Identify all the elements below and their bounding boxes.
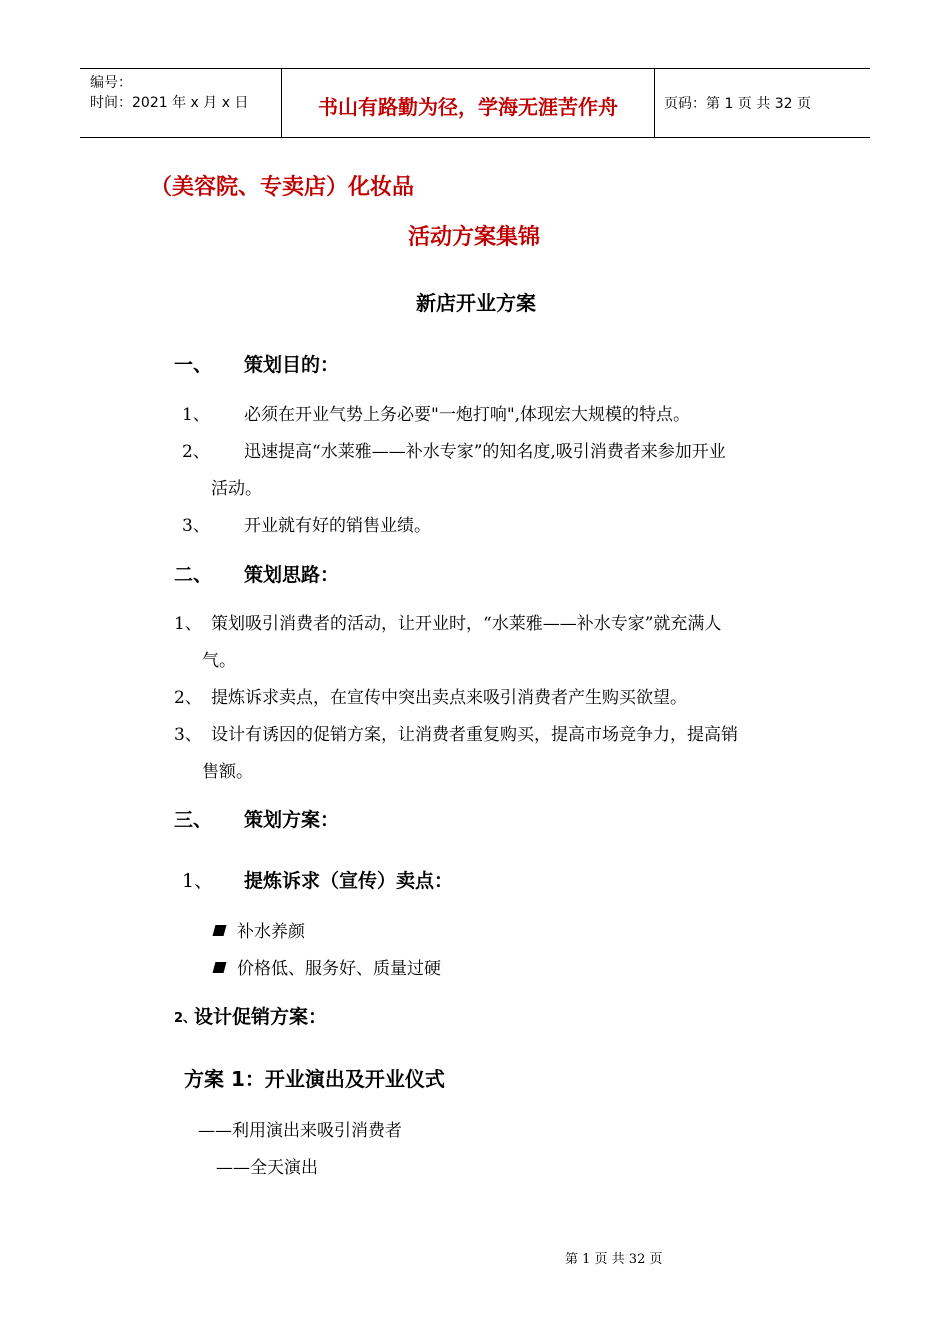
section-2-heading: 策划思路：: [244, 564, 340, 586]
header-left: [90, 73, 248, 113]
section-1-number: 一、: [174, 354, 213, 376]
subsection-1-heading: 提炼诉求（宣传）卖点：: [244, 870, 454, 892]
square-bullet-icon: [213, 925, 227, 936]
bullet-item: [214, 917, 305, 942]
square-bullet-icon: [213, 962, 227, 973]
header-motto: 书山有路勤为径，学海无涯苦作舟: [318, 95, 618, 119]
number-label: 编号：: [90, 75, 132, 91]
section-1-heading: 策划目的：: [244, 354, 340, 376]
list-item-continuation: 活动。: [211, 479, 262, 499]
list-item-continuation: 气。: [202, 651, 236, 671]
section-3-number: 三、: [174, 809, 213, 831]
list-item-number: 2、: [182, 442, 210, 462]
list-item: 策划吸引消费者的活动，让开业时，“水莱雅——补水专家”就充满人: [211, 614, 722, 634]
scheme-1-line: ——全天演出: [216, 1158, 318, 1178]
header-divider: [654, 69, 655, 137]
subsection-2-number: 2、: [174, 1011, 197, 1026]
list-item-number: 3、: [182, 516, 210, 536]
scheme-1-line: ——利用演出来吸引消费者: [198, 1121, 402, 1141]
doc-title-line1: （美容院、专卖店）化妆品: [150, 175, 415, 200]
bullet-text: 补水养颜: [237, 922, 305, 942]
list-item-number: 2、: [174, 688, 202, 708]
scheme-1-title: 方案 1：开业演出及开业仪式: [184, 1067, 445, 1091]
page-footer: 第 1 页 共 32 页: [565, 1252, 663, 1267]
list-item-number: 1、: [182, 405, 210, 425]
section-2-number: 二、: [174, 564, 213, 586]
list-item-number: 3、: [174, 725, 202, 745]
subsection-2-heading: 设计促销方案：: [194, 1006, 328, 1028]
list-item-number: 1、: [174, 614, 202, 634]
list-item: 迅速提高“水莱雅——补水专家”的知名度,吸引消费者来参加开业: [244, 442, 726, 462]
list-item: 提炼诉求卖点，在宣传中突出卖点来吸引消费者产生购买欲望。: [211, 688, 687, 708]
list-item: 必须在开业气势上务必要"一炮打响",体现宏大规模的特点。: [244, 405, 691, 425]
subsection-1-number: 1、: [182, 870, 214, 892]
list-item-continuation: 售额。: [202, 762, 253, 782]
bullet-text: 价格低、服务好、质量过硬: [237, 959, 441, 979]
doc-subtitle: 新店开业方案: [416, 291, 536, 315]
list-item: 开业就有好的销售业绩。: [244, 516, 431, 536]
header-page-info: 页码：第 1 页 共 32 页: [664, 96, 811, 112]
header-table: [80, 68, 870, 138]
time-label: 时间：2021 年 x 月 x 日: [90, 95, 249, 111]
section-3-heading: 策划方案：: [244, 809, 340, 831]
list-item: 设计有诱因的促销方案，让消费者重复购买，提高市场竞争力，提高销: [211, 725, 738, 745]
doc-title-line2: 活动方案集锦: [408, 225, 541, 250]
bullet-item: [214, 954, 441, 979]
